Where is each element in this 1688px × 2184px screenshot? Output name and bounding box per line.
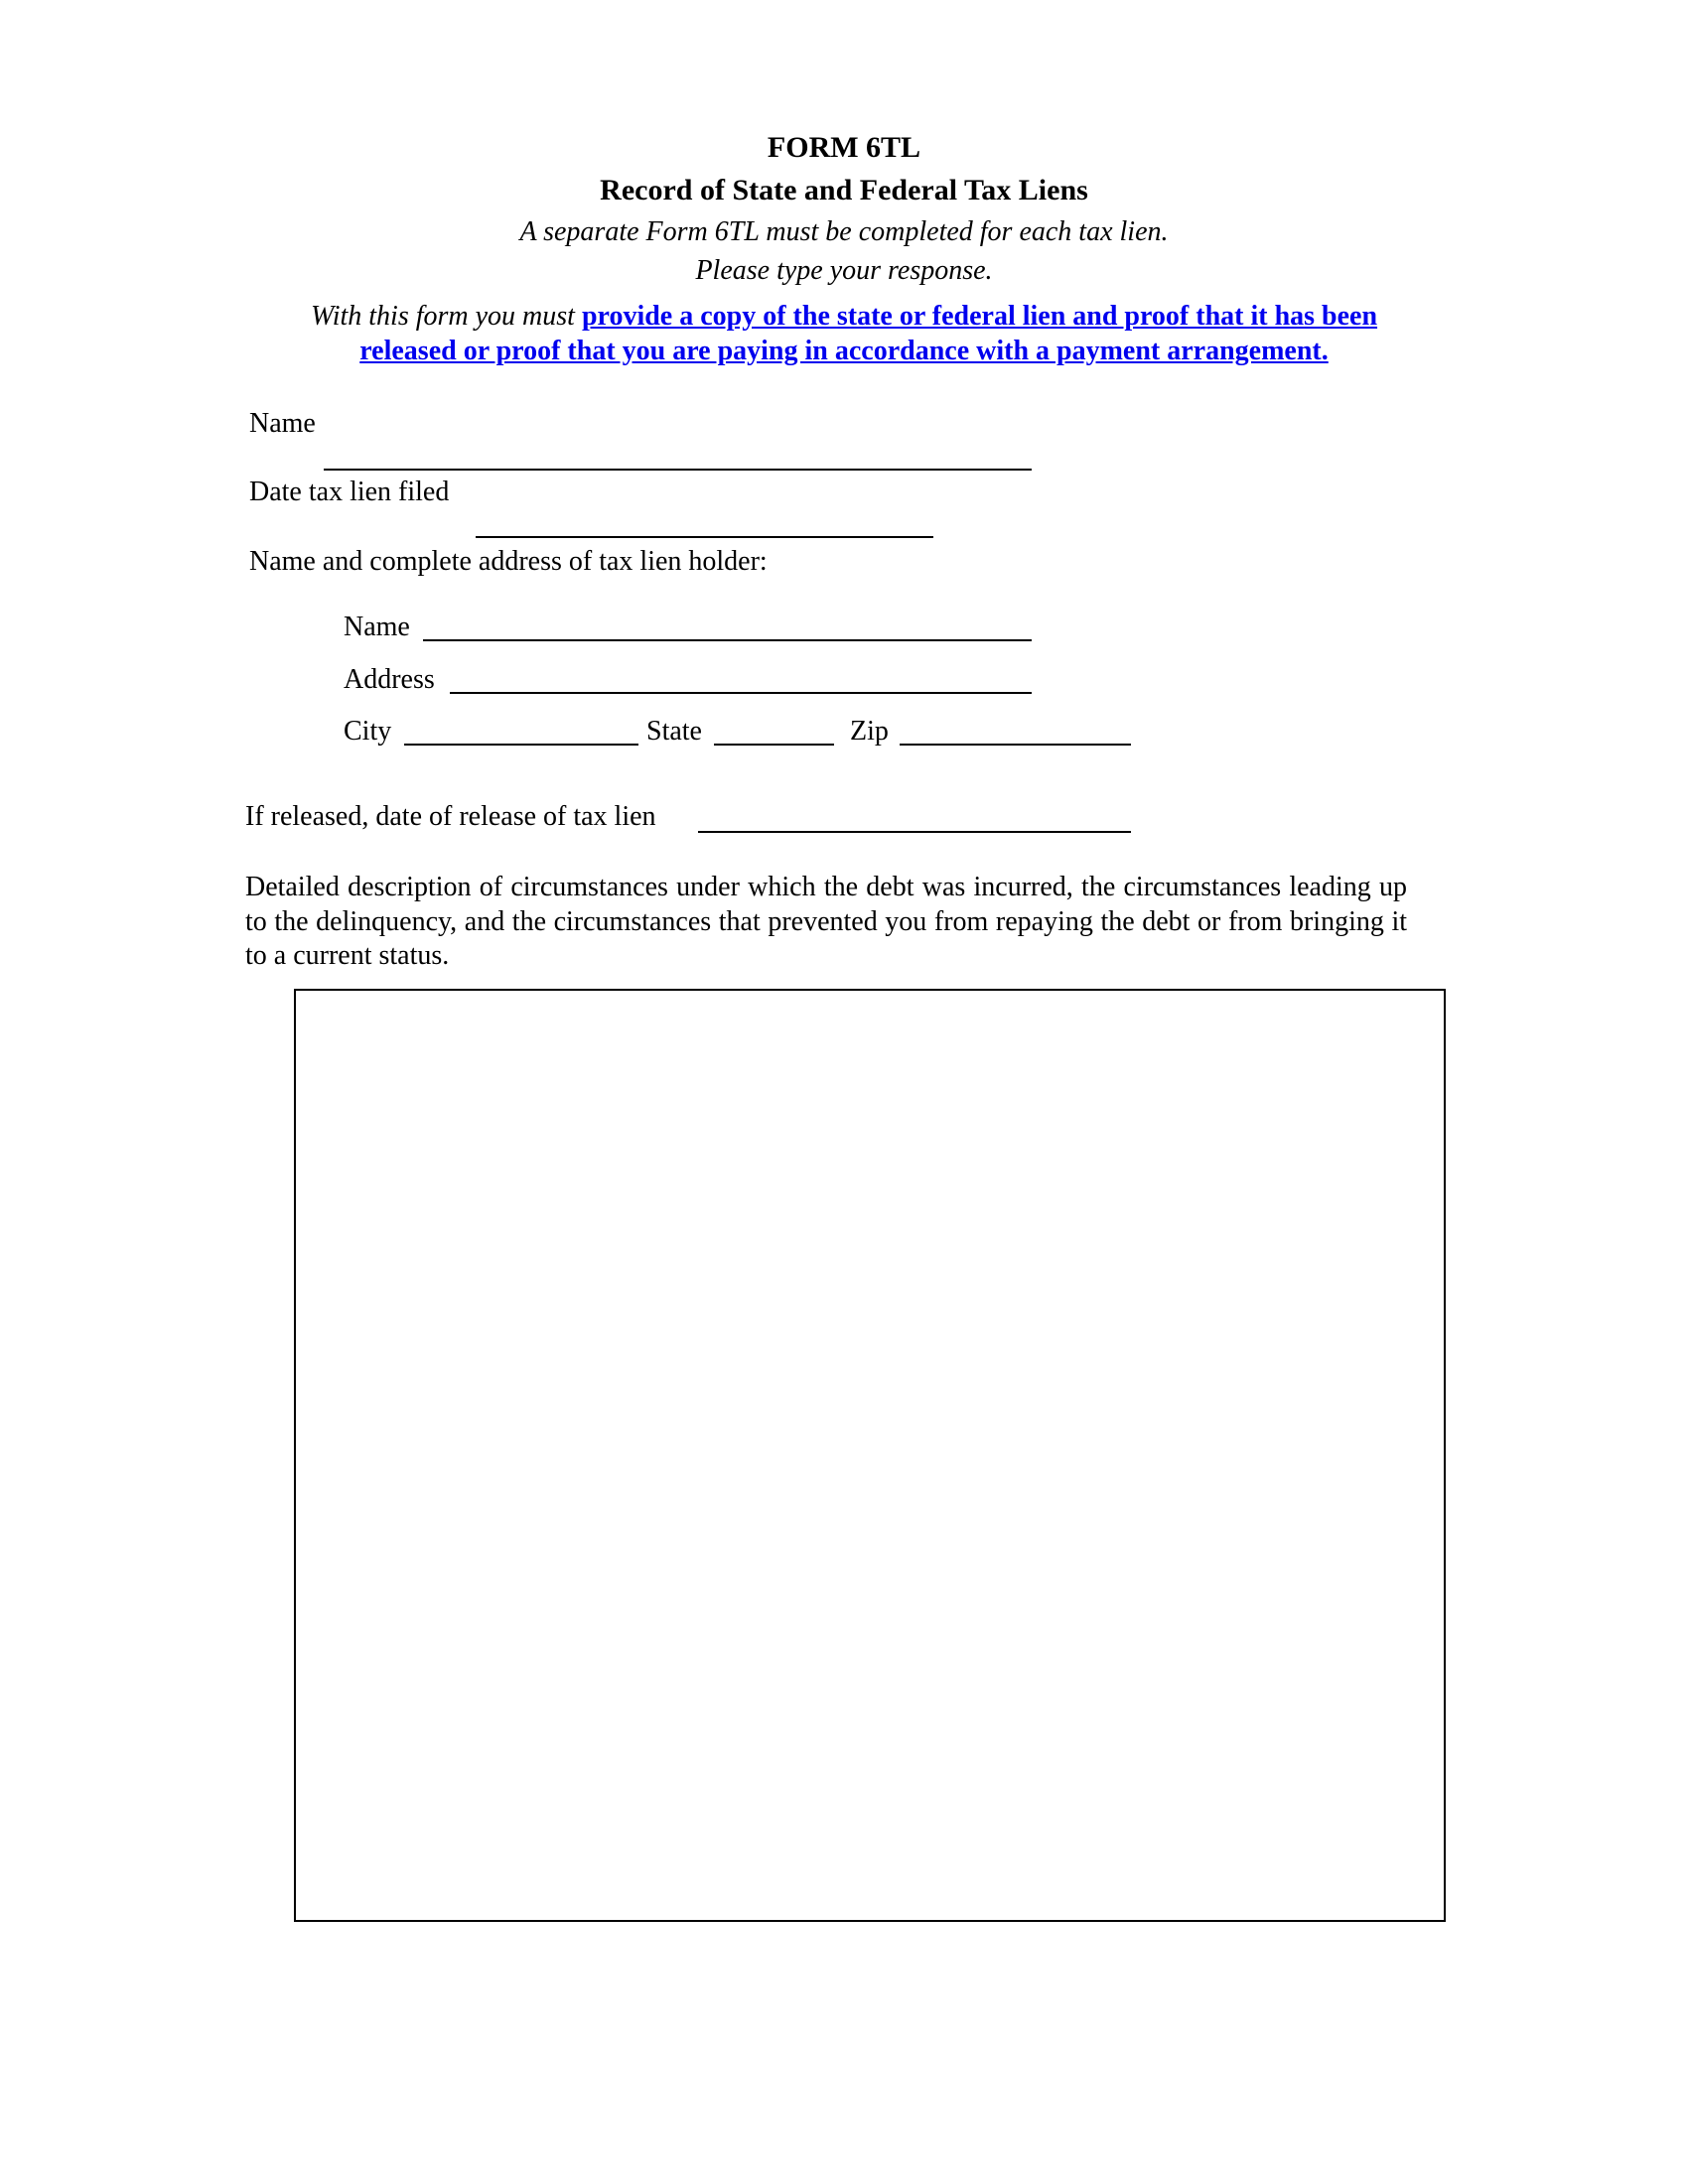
holder-address-label: Address (344, 664, 435, 695)
name-label: Name (249, 408, 316, 439)
holder-heading: Name and complete address of tax lien holder: (249, 546, 768, 577)
holder-name-label: Name (344, 612, 410, 642)
form-number: FORM 6TL (767, 131, 921, 164)
date-filed-label: Date tax lien filed (249, 477, 450, 507)
instruction-link-part-2[interactable]: released or proof that you are paying in accordance with a payment arrangement. (359, 336, 1329, 366)
instruction-line-2 (0, 336, 1688, 367)
city-label: City (344, 716, 392, 747)
subtitle-separate-form: A separate Form 6TL must be completed for each tax lien. (519, 216, 1169, 247)
holder-address-field[interactable] (450, 692, 1032, 694)
instruction-line-1 (0, 301, 1688, 333)
description-prompt: Detailed description of circumstances under which the debt was incurred, the circumstances leading up to the delinquency, and the circumstances that prevented you from repaying the debt or from bringing it to a current status. (245, 872, 1407, 971)
description-textbox[interactable] (294, 989, 1446, 1922)
zip-field[interactable] (900, 744, 1131, 746)
state-label: State (646, 716, 702, 747)
zip-label: Zip (850, 716, 889, 747)
date-filed-field[interactable] (476, 536, 933, 538)
subtitle-type-response: Please type your response. (695, 255, 993, 286)
instruction-prefix: With this form you must (310, 301, 582, 332)
release-date-label: If released, date of release of tax lien (245, 801, 656, 832)
state-field[interactable] (714, 744, 834, 746)
city-field[interactable] (404, 744, 638, 746)
name-field[interactable] (324, 469, 1032, 471)
form-title: Record of State and Federal Tax Liens (600, 174, 1088, 206)
instruction-link-part-1[interactable]: provide a copy of the state or federal lien and proof that it has been (581, 301, 1378, 332)
release-date-field[interactable] (698, 831, 1131, 833)
holder-name-field[interactable] (423, 639, 1032, 641)
